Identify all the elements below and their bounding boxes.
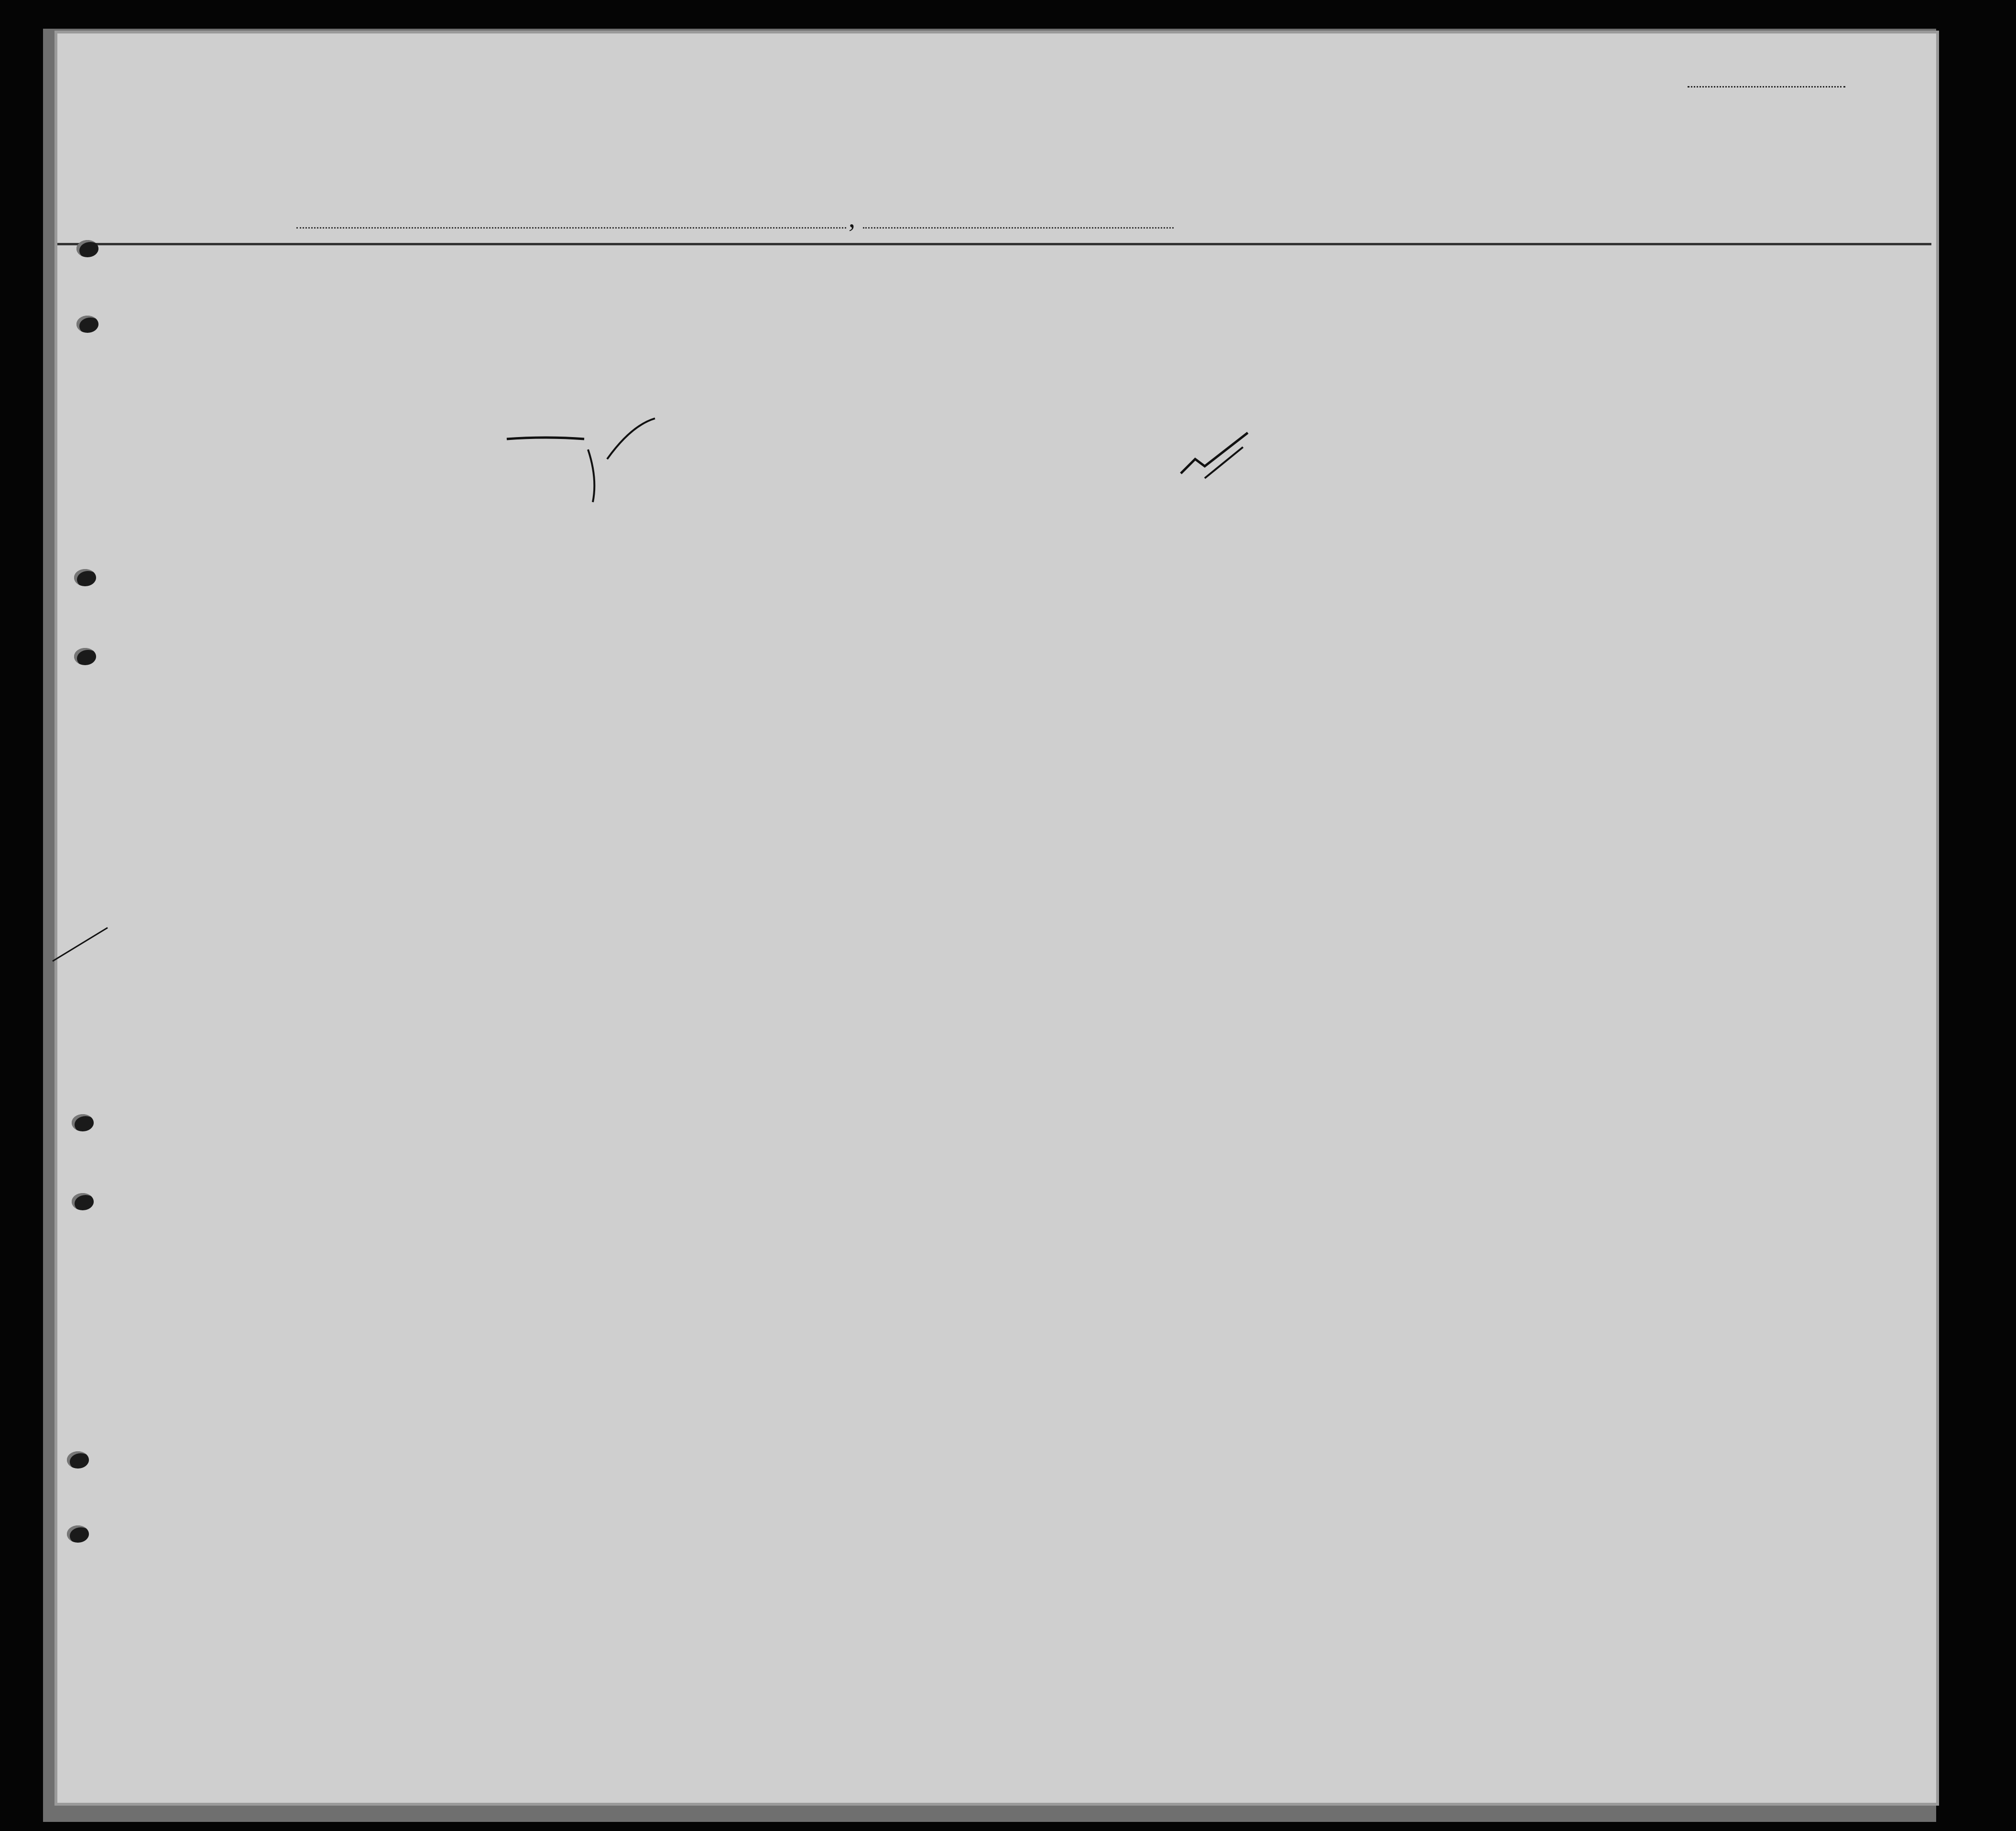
check-mark <box>607 418 655 459</box>
check-mark <box>588 450 594 502</box>
punch-hole <box>67 1451 89 1469</box>
punch-hole <box>72 1114 94 1131</box>
punch-hole <box>76 316 98 333</box>
margin-stroke <box>53 928 108 961</box>
bracket-mark <box>507 438 584 439</box>
punch-hole <box>74 648 96 665</box>
comma-separator: , <box>849 204 855 233</box>
punch-hole <box>67 1525 89 1543</box>
punch-hole <box>76 240 98 257</box>
check-mark <box>1181 433 1248 473</box>
punch-hole <box>72 1193 94 1210</box>
punch-hole <box>74 569 96 586</box>
